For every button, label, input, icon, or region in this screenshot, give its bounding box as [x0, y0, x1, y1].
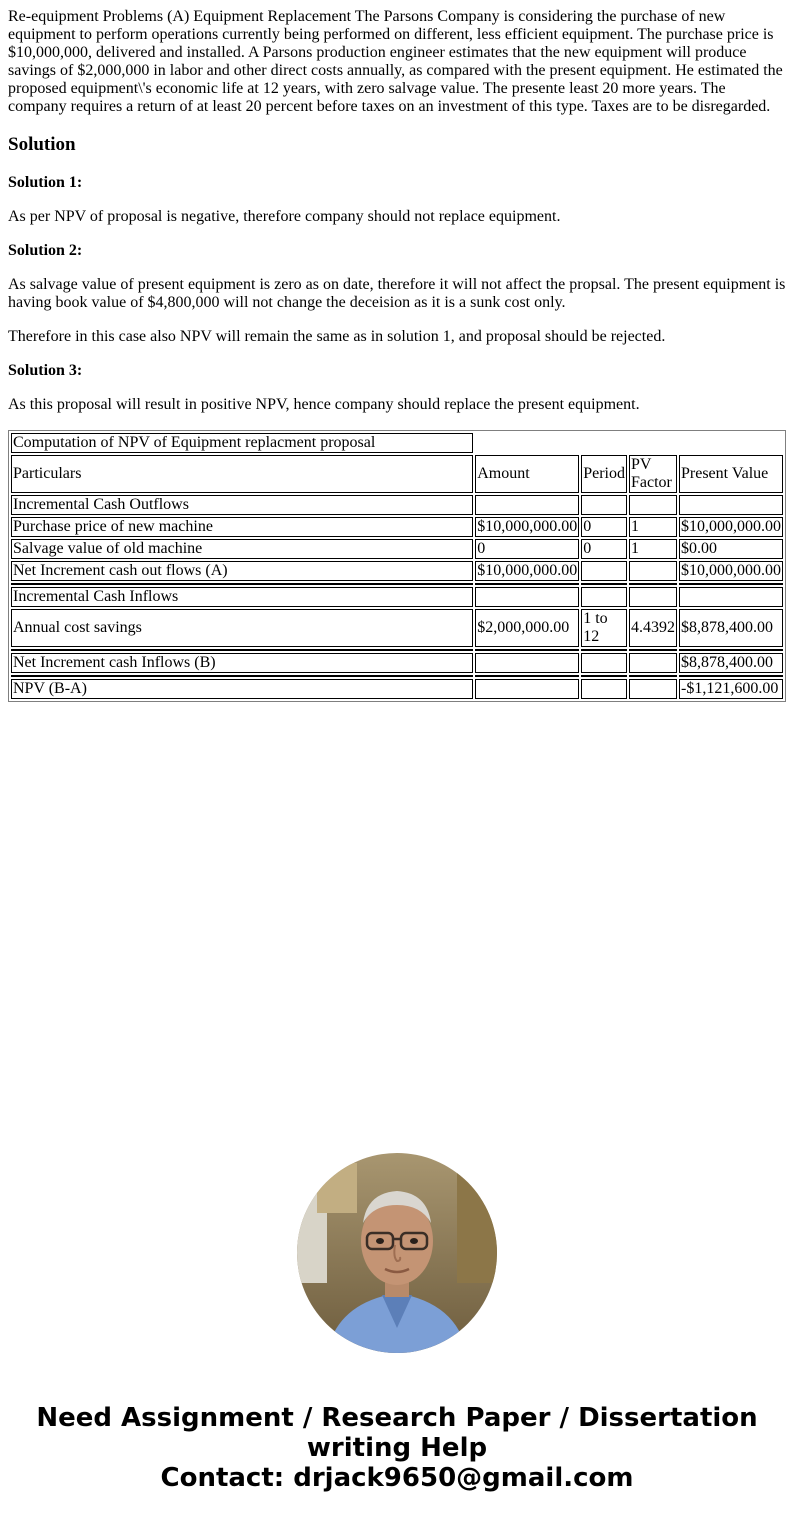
table-cell — [629, 583, 677, 585]
table-row — [11, 561, 783, 581]
table-row — [11, 679, 783, 699]
table-row — [11, 587, 783, 607]
solution-1-text: As per NPV of proposal is negative, therefore company should not replace equipment. — [8, 208, 561, 225]
table-cell: Purchase price of new machine — [11, 517, 473, 537]
table-cell: 1 to 12 — [581, 609, 627, 647]
table-cell — [629, 495, 677, 515]
author-portrait-image — [297, 1153, 497, 1353]
table-cell — [581, 653, 627, 673]
solution-3-text: As this proposal will result in positive NPV, hence company should replace the present equipment. — [8, 396, 640, 413]
table-cell — [629, 561, 677, 581]
promo-banner — [0, 1403, 794, 1493]
table-cell: $8,878,400.00 — [679, 609, 783, 647]
table-cell — [629, 653, 677, 673]
table-cell — [629, 649, 677, 651]
table-cell — [475, 583, 579, 585]
table-cell — [11, 583, 473, 585]
table-cell: $10,000,000.00 — [477, 562, 578, 579]
document-body — [0, 0, 794, 702]
table-cell: Net Increment cash Inflows (B) — [11, 653, 473, 673]
table-cell: 0 — [475, 539, 579, 559]
solution-2-text-conclusion: Therefore in this case also NPV will remain the same as in solution 1, and proposal should be rejected. — [8, 328, 666, 345]
table-cell: $8,878,400.00 — [679, 653, 783, 673]
table-cell — [11, 649, 473, 651]
table-cell — [679, 649, 783, 651]
table-cell — [581, 495, 627, 515]
table-cell: $10,000,000.00 — [681, 562, 781, 579]
table-cell — [629, 679, 677, 699]
table-cell — [11, 675, 473, 677]
table-cell — [581, 675, 627, 677]
promo-contact: Contact: drjack9650@gmail.com — [160, 1463, 634, 1493]
table-row — [11, 495, 783, 515]
header-pv-factor: PV Factor — [629, 455, 677, 493]
table-row — [11, 609, 783, 647]
solution-3-title: Solution 3: — [8, 362, 83, 379]
solution-1-title: Solution 1: — [8, 174, 83, 191]
author-avatar — [297, 1153, 497, 1353]
table-cell — [475, 653, 579, 673]
table-cell — [679, 675, 783, 677]
table-cell — [581, 561, 627, 581]
table-cell: $0.00 — [679, 539, 783, 559]
table-cell: 4.4392 — [629, 609, 677, 647]
table-cell — [629, 675, 677, 677]
table-cell — [629, 587, 677, 607]
table-cell: 0 — [581, 539, 627, 559]
table-cell: Net Increment cash out flows (A) — [11, 561, 473, 581]
table-cell: $2,000,000.00 — [475, 609, 579, 647]
promo-line-2: writing Help — [306, 1433, 488, 1463]
table-cell — [581, 583, 627, 585]
table-cell — [581, 649, 627, 651]
solution-heading: Solution — [8, 134, 76, 155]
table-cell: Annual cost savings — [11, 609, 473, 647]
promo-line-1: Need Assignment / Research Paper / Dissertation — [36, 1403, 758, 1433]
table-cell: Incremental Cash Outflows — [11, 495, 473, 515]
table-cell — [475, 679, 579, 699]
table-cell: 0 — [581, 517, 627, 537]
solution-2-title: Solution 2: — [8, 242, 83, 259]
table-spacer-row — [11, 583, 783, 585]
header-particulars: Particulars — [11, 455, 473, 493]
table-caption-blank — [475, 433, 783, 453]
table-cell: -$1,121,600.00 — [679, 679, 783, 699]
table-spacer-row — [11, 649, 783, 651]
table-cell: Incremental Cash Inflows — [11, 587, 473, 607]
table-cell: NPV (B-A) — [11, 679, 473, 699]
table-row — [11, 517, 783, 537]
table-cell — [475, 495, 579, 515]
table-cell: 1 — [629, 517, 677, 537]
header-present-value: Present Value — [679, 455, 783, 493]
table-cell: $10,000,000.00 — [477, 518, 578, 535]
header-amount: Amount — [475, 455, 579, 493]
table-cell — [475, 649, 579, 651]
table-spacer-row — [11, 675, 783, 677]
table-cell — [679, 587, 783, 607]
table-cell — [581, 679, 627, 699]
table-row — [11, 539, 783, 559]
table-cell — [679, 583, 783, 585]
table-cell: Salvage value of old machine — [11, 539, 473, 559]
table-cell: 1 — [629, 539, 677, 559]
table-cell — [475, 587, 579, 607]
table-cell — [679, 495, 783, 515]
table-cell — [581, 587, 627, 607]
table-cell: $10,000,000.00 — [681, 518, 781, 535]
table-caption: Computation of NPV of Equipment replacment proposal — [11, 433, 473, 453]
npv-table — [8, 430, 786, 702]
solution-2-text: As salvage value of present equipment is zero as on date, therefore it will not affect the propsal. The present equipment is having book value of $4,800,000 will not change the deceision as it is a sunk cost only. — [8, 276, 786, 311]
problem-statement: Re-equipment Problems (A) Equipment Replacement The Parsons Company is considering the purchase of new equipment to perform operations currently being performed on different, less efficient equipment. The purchase price is $10,000,000, delivered and installed. A Parsons production engineer estimates that the new equipment will produce savings of $2,000,000 in labor and other direct costs annually, as compared with the present equipment. He estimated the proposed equipment\'s economic life at 12 years, with zero salvage value. The presente least 20 more years. The company requires a return of at least 20 percent before taxes on an investment of this type. Taxes are to be disregarded. — [8, 8, 783, 115]
table-caption-row — [11, 433, 783, 453]
table-row — [11, 653, 783, 673]
table-header-row — [11, 455, 783, 493]
table-cell — [475, 675, 579, 677]
header-period: Period — [581, 455, 627, 493]
